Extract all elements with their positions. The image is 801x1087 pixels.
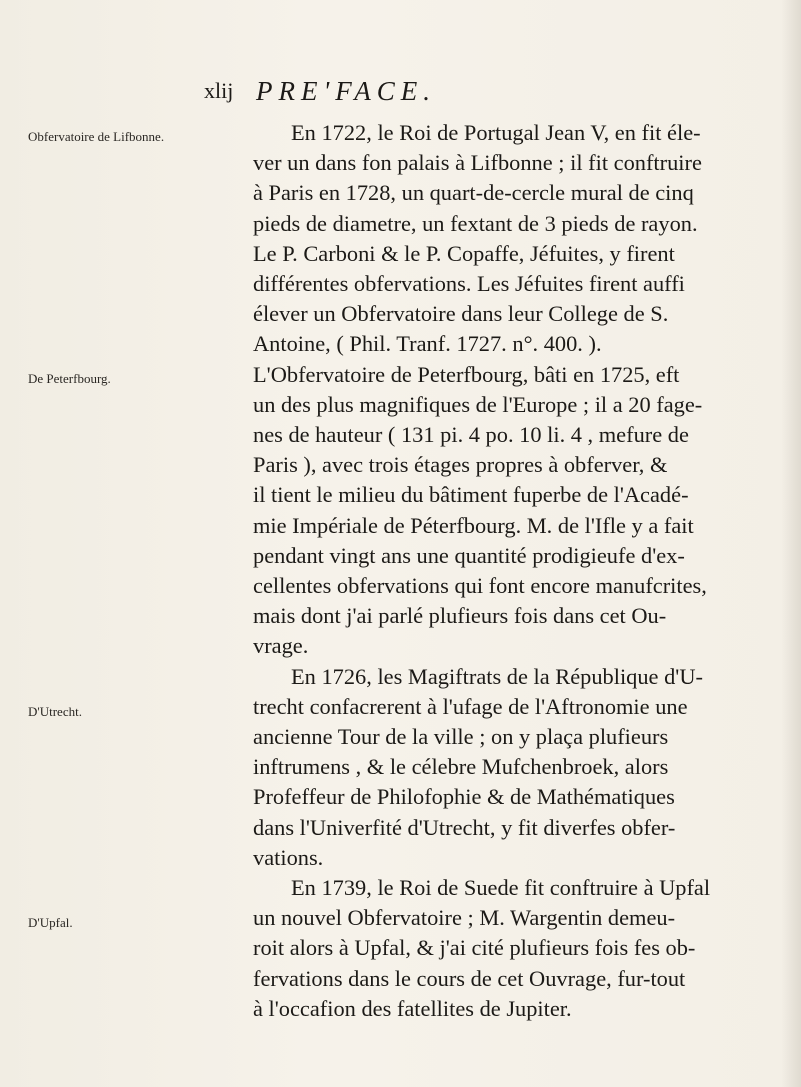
text-line: trecht confacrerent à l'ufage de l'Aftronomie une (253, 693, 688, 719)
body-text (215, 118, 755, 1024)
text-line: Le P. Carboni & le P. Copaffe, Jéfuites, y firent (253, 240, 675, 266)
margin-note-upsala: D'Upfal. (28, 915, 73, 930)
paragraph-utrecht (215, 662, 755, 873)
paragraph-upsala (215, 873, 755, 1024)
text-line: Profeffeur de Philofophie & de Mathématiques (253, 784, 675, 810)
text-line: à Paris en 1728, un quart-de-cercle mural de cinq (253, 180, 694, 206)
text-line: En 1722, le Roi de Portugal Jean V, en fit éle- (291, 120, 701, 145)
text-line: pendant vingt ans une quantité prodigieufe d'ex- (253, 542, 685, 568)
text-line: pieds de diametre, un fextant de 3 pieds de rayon. (253, 210, 698, 236)
text-line: cellentes obfervations qui font encore manufcrites, (253, 573, 707, 599)
text-line: fervations dans le cours de cet Ouvrage, fur-tout (253, 965, 686, 991)
text-line: un nouvel Obfervatoire ; M. Wargentin demeu- (253, 905, 676, 931)
text-line: élever un Obfervatoire dans leur College de S. (253, 301, 669, 327)
text-line: dans l'Univerfité d'Utrecht, y fit diverfes obfer- (253, 814, 676, 840)
paragraph-lisbon (215, 118, 755, 360)
text-line: L'Obfervatoire de Peterfbourg, bâti en 1725, eft (253, 361, 680, 387)
text-line: mais dont j'ai parlé plufieurs fois dans cet Ou- (253, 603, 667, 629)
margin-note-petersburg: De Peterfbourg. (28, 371, 111, 386)
text-line: vations. (253, 844, 324, 870)
text-line: Paris ), avec trois étages propres à obferver, & (253, 452, 668, 478)
text-line: En 1739, le Roi de Suede fit conftruire à Upfal (291, 875, 711, 901)
margin-note-lisbon: Obfervatoire de Lifbonne. (28, 129, 165, 144)
text-line: roit alors à Upfal, & j'ai cité plufieurs fois fes ob- (253, 935, 696, 961)
page-edge-shadow (781, 0, 801, 1087)
page-header (200, 78, 600, 114)
text-line: Antoine, ( Phil. Tranf. 1727. n°. 400. ). (253, 331, 602, 357)
text-line: mie Impériale de Péterfbourg. M. de l'Ifle y a fait (253, 512, 694, 538)
text-line: différentes obfervations. Les Jéfuites firent auffi (253, 271, 685, 297)
text-line: nes de hauteur ( 131 pi. 4 po. 10 li. 4 , mefure de (253, 422, 689, 448)
text-line: ancienne Tour de la ville ; on y plaça plufieurs (253, 724, 669, 750)
text-line: un des plus magnifiques de l'Europe ; il a 20 fage- (253, 391, 703, 417)
page-number: xlij (204, 78, 234, 103)
running-title: PRE'FACE. (256, 76, 437, 106)
text-line: vrage. (253, 633, 309, 659)
text-line: ver un dans fon palais à Lifbonne ; il fit conftruire (253, 150, 702, 176)
text-line: il tient le milieu du bâtiment fuperbe de l'Acadé- (253, 482, 689, 508)
text-line: inftrumens , & le célebre Mufchenbroek, alors (253, 754, 669, 780)
text-line: à l'occafion des fatellites de Jupiter. (253, 995, 572, 1021)
margin-note-utrecht: D'Utrecht. (28, 704, 82, 719)
paragraph-petersburg (215, 360, 755, 662)
text-line: En 1726, les Magiftrats de la République d'U- (291, 663, 703, 689)
